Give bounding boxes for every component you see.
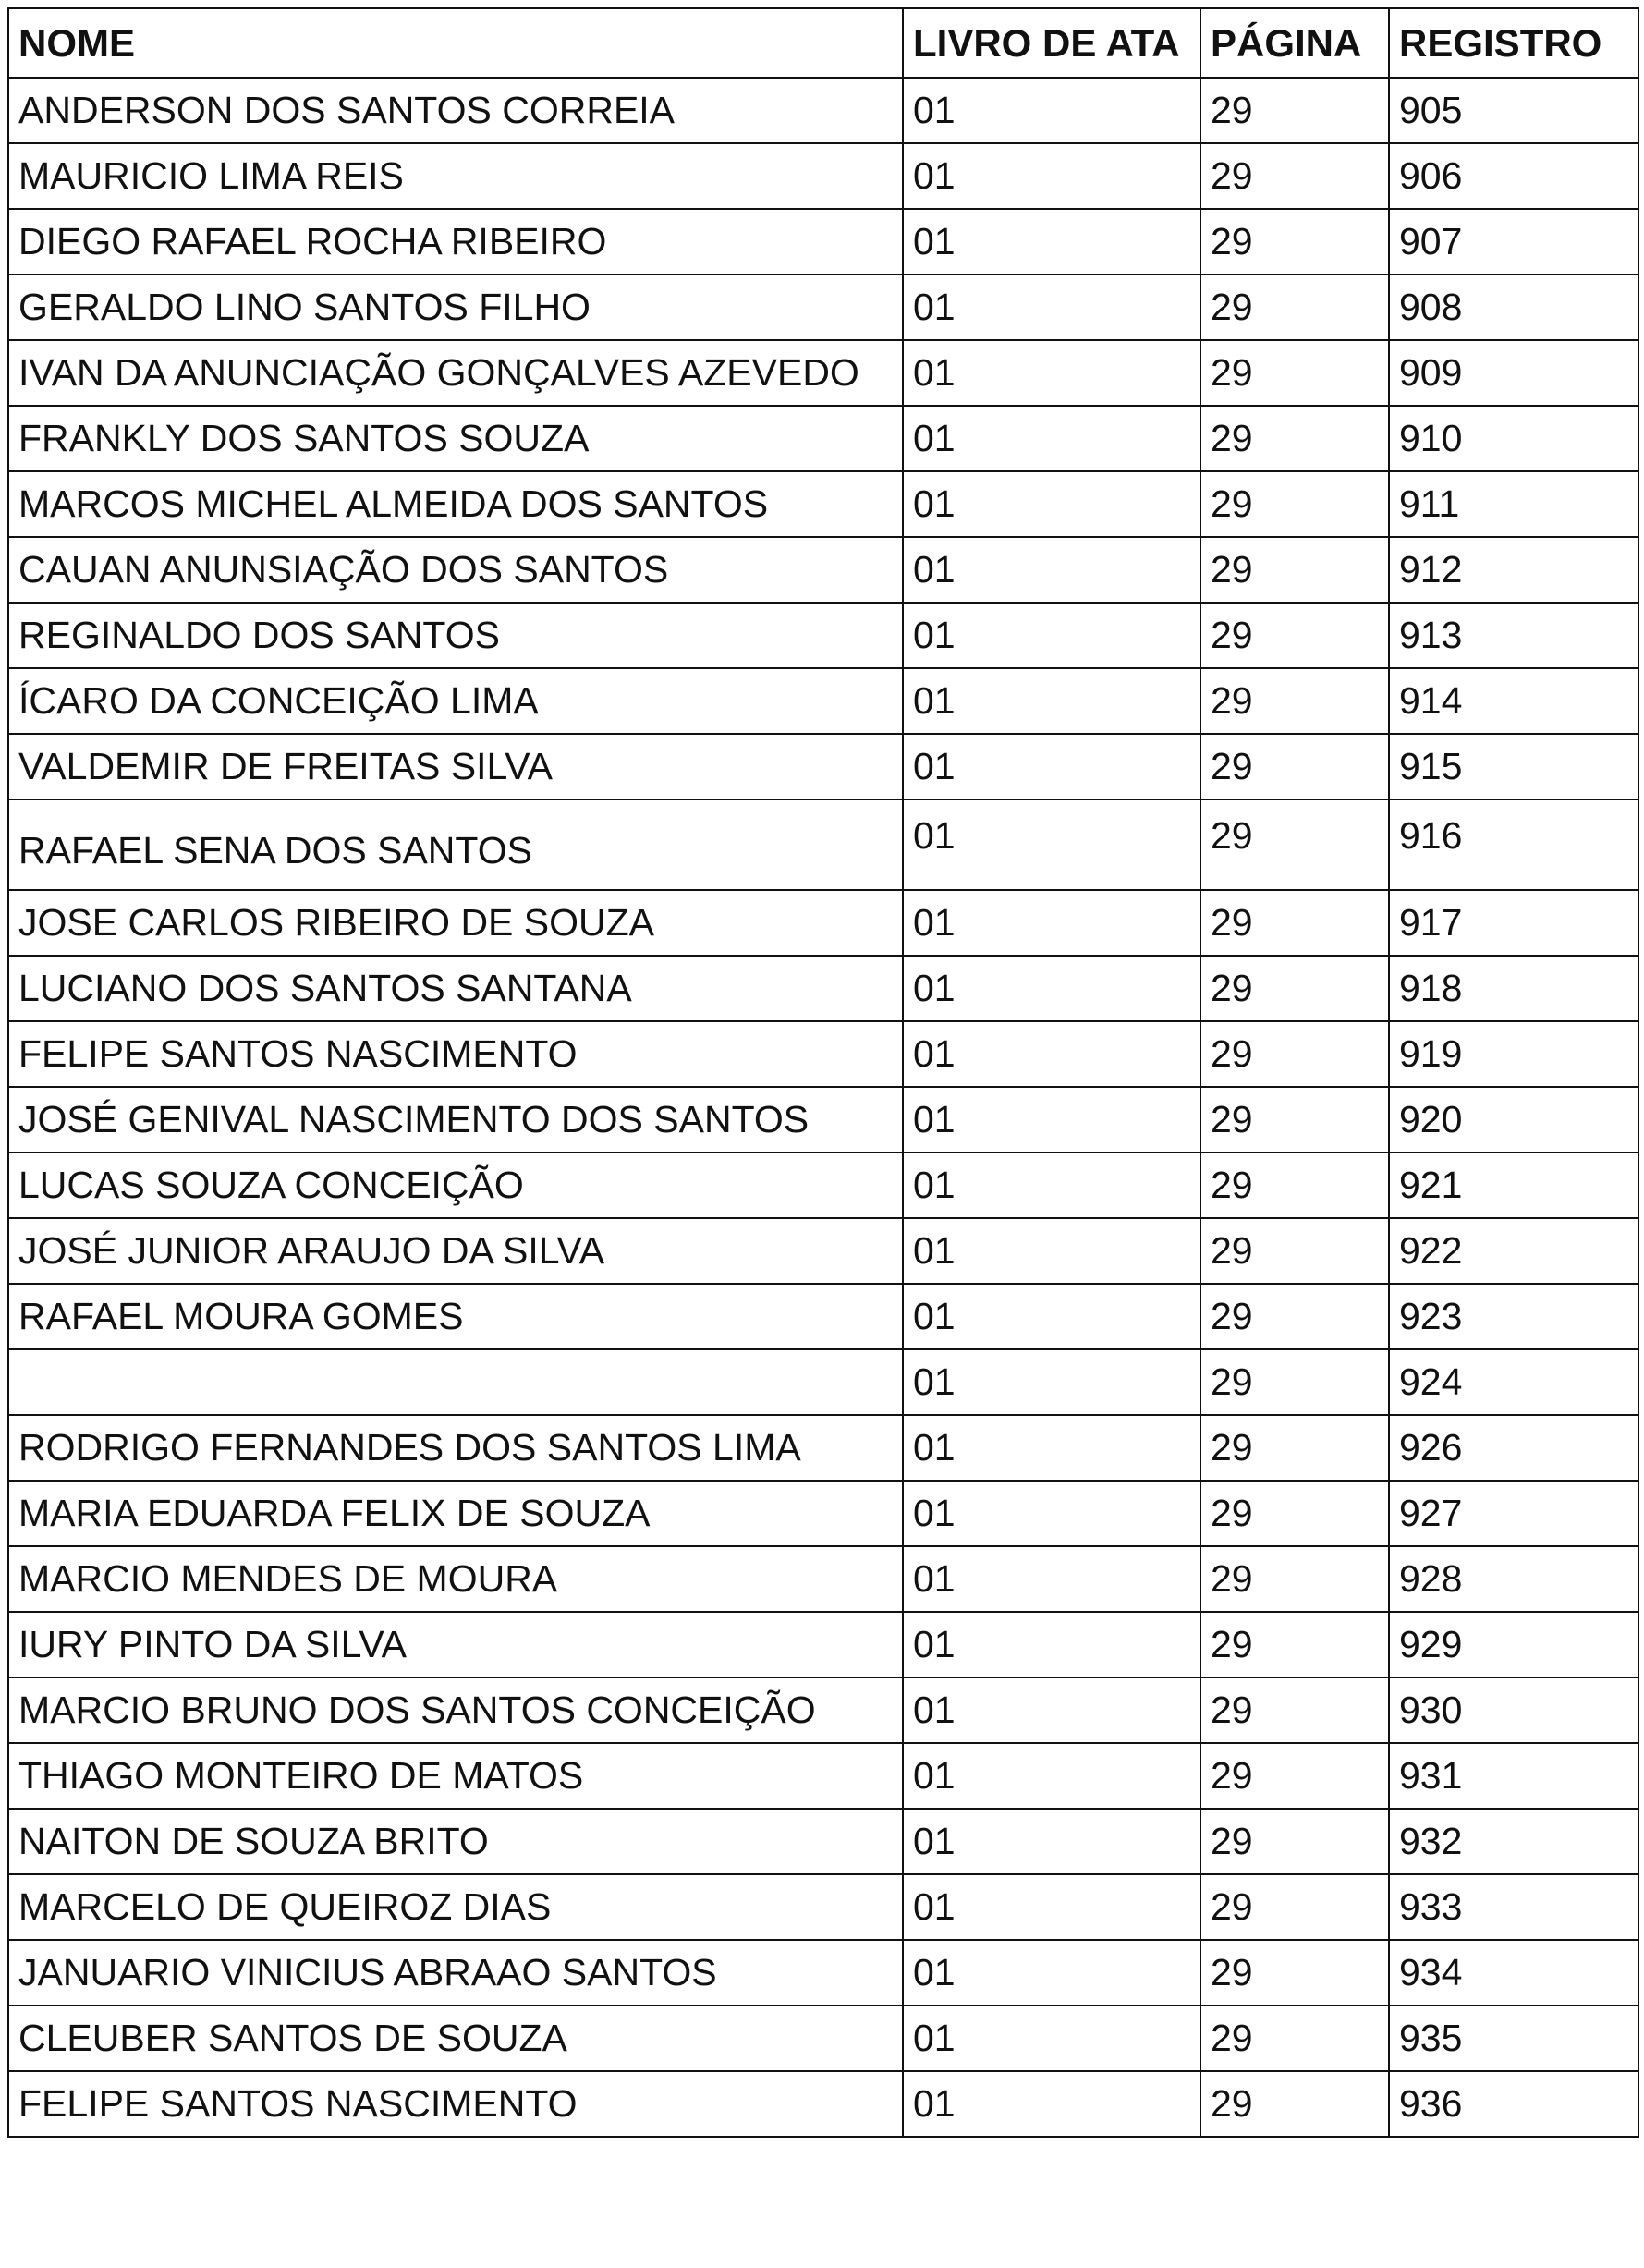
- registro-cell: 914: [1389, 668, 1638, 734]
- registro-cell: 931: [1389, 1743, 1638, 1809]
- table-row: [8, 340, 1638, 406]
- pagina-cell: 29: [1200, 734, 1389, 799]
- livro-cell: 01: [903, 1481, 1200, 1546]
- table-row: [8, 143, 1638, 209]
- registry-document: [7, 7, 1644, 2262]
- registro-cell: 915: [1389, 734, 1638, 799]
- registro-cell: 910: [1389, 406, 1638, 471]
- name-cell: JOSE CARLOS RIBEIRO DE SOUZA: [8, 890, 903, 956]
- table-row: [8, 2006, 1638, 2071]
- pagina-cell: 29: [1200, 1349, 1389, 1415]
- livro-cell: 01: [903, 734, 1200, 799]
- livro-cell: 01: [903, 78, 1200, 143]
- pagina-cell: 29: [1200, 537, 1389, 603]
- table-row: [8, 1874, 1638, 1940]
- registro-cell: 905: [1389, 78, 1638, 143]
- livro-cell: 01: [903, 2071, 1200, 2137]
- table-row: [8, 956, 1638, 1021]
- name-cell: MARCOS MICHEL ALMEIDA DOS SANTOS: [8, 471, 903, 537]
- name-cell: JOSÉ JUNIOR ARAUJO DA SILVA: [8, 1218, 903, 1284]
- pagina-cell: 29: [1200, 1021, 1389, 1087]
- registro-cell: 920: [1389, 1087, 1638, 1152]
- name-cell: NAITON DE SOUZA BRITO: [8, 1809, 903, 1874]
- name-cell: LUCIANO DOS SANTOS SANTANA: [8, 956, 903, 1021]
- livro-cell: 01: [903, 890, 1200, 956]
- pagina-cell: 29: [1200, 1087, 1389, 1152]
- name-cell: FRANKLY DOS SANTOS SOUZA: [8, 406, 903, 471]
- pagina-cell: 29: [1200, 471, 1389, 537]
- livro-cell: 01: [903, 406, 1200, 471]
- livro-cell: 01: [903, 274, 1200, 340]
- pagina-cell: 29: [1200, 956, 1389, 1021]
- name-cell: FELIPE SANTOS NASCIMENTO: [8, 1021, 903, 1087]
- pagina-cell: 29: [1200, 1218, 1389, 1284]
- livro-cell: 01: [903, 799, 1200, 890]
- livro-cell: 01: [903, 1349, 1200, 1415]
- table-row: [8, 668, 1638, 734]
- registro-cell: 906: [1389, 143, 1638, 209]
- table-row: [8, 274, 1638, 340]
- registro-cell: 923: [1389, 1284, 1638, 1349]
- name-cell: FELIPE SANTOS NASCIMENTO: [8, 2071, 903, 2137]
- name-cell: LUCAS SOUZA CONCEIÇÃO: [8, 1152, 903, 1218]
- livro-cell: 01: [903, 1546, 1200, 1612]
- registro-cell: 926: [1389, 1415, 1638, 1481]
- registro-cell: 916: [1389, 799, 1638, 890]
- pagina-cell: 29: [1200, 1415, 1389, 1481]
- registro-cell: 919: [1389, 1021, 1638, 1087]
- header-livro-de-ata: LIVRO DE ATA: [903, 8, 1200, 78]
- table-row: [8, 1218, 1638, 1284]
- table-row: [8, 537, 1638, 603]
- livro-cell: 01: [903, 1809, 1200, 1874]
- livro-cell: 01: [903, 1218, 1200, 1284]
- pagina-cell: 29: [1200, 1481, 1389, 1546]
- table-row: [8, 1087, 1638, 1152]
- name-cell: DIEGO RAFAEL ROCHA RIBEIRO: [8, 209, 903, 274]
- name-cell: JANUARIO VINICIUS ABRAAO SANTOS: [8, 1940, 903, 2006]
- table-row: [8, 890, 1638, 956]
- livro-cell: 01: [903, 537, 1200, 603]
- registro-cell: 924: [1389, 1349, 1638, 1415]
- livro-cell: 01: [903, 2006, 1200, 2071]
- pagina-cell: 29: [1200, 1743, 1389, 1809]
- livro-cell: 01: [903, 471, 1200, 537]
- pagina-cell: 29: [1200, 406, 1389, 471]
- table-row: [8, 1743, 1638, 1809]
- table-row: [8, 2071, 1638, 2137]
- livro-cell: 01: [903, 1612, 1200, 1677]
- registro-cell: 908: [1389, 274, 1638, 340]
- pagina-cell: 29: [1200, 668, 1389, 734]
- registro-cell: 917: [1389, 890, 1638, 956]
- header-pagina: PÁGINA: [1200, 8, 1389, 78]
- registry-table-body: [8, 78, 1638, 2137]
- table-row: [8, 1415, 1638, 1481]
- livro-cell: 01: [903, 668, 1200, 734]
- table-row: [8, 406, 1638, 471]
- livro-cell: 01: [903, 603, 1200, 668]
- pagina-cell: 29: [1200, 1546, 1389, 1612]
- name-cell: RAFAEL MOURA GOMES: [8, 1284, 903, 1349]
- table-row: [8, 1152, 1638, 1218]
- registro-cell: 933: [1389, 1874, 1638, 1940]
- table-row: [8, 799, 1638, 890]
- name-cell: MAURICIO LIMA REIS: [8, 143, 903, 209]
- livro-cell: 01: [903, 956, 1200, 1021]
- registro-cell: 927: [1389, 1481, 1638, 1546]
- table-row: [8, 1940, 1638, 2006]
- registro-cell: 934: [1389, 1940, 1638, 2006]
- name-cell: MARCELO DE QUEIROZ DIAS: [8, 1874, 903, 1940]
- table-row: [8, 1481, 1638, 1546]
- registro-cell: 913: [1389, 603, 1638, 668]
- name-cell: THIAGO MONTEIRO DE MATOS: [8, 1743, 903, 1809]
- livro-cell: 01: [903, 1415, 1200, 1481]
- registro-cell: 912: [1389, 537, 1638, 603]
- pagina-cell: 29: [1200, 799, 1389, 890]
- name-cell: CLEUBER SANTOS DE SOUZA: [8, 2006, 903, 2071]
- table-row: [8, 1677, 1638, 1743]
- registro-cell: 921: [1389, 1152, 1638, 1218]
- name-cell: [8, 1349, 903, 1415]
- pagina-cell: 29: [1200, 890, 1389, 956]
- registry-table: [7, 7, 1639, 2138]
- name-cell: JOSÉ GENIVAL NASCIMENTO DOS SANTOS: [8, 1087, 903, 1152]
- pagina-cell: 29: [1200, 2071, 1389, 2137]
- livro-cell: 01: [903, 1087, 1200, 1152]
- livro-cell: 01: [903, 1940, 1200, 2006]
- livro-cell: 01: [903, 209, 1200, 274]
- table-row: [8, 603, 1638, 668]
- name-cell: MARCIO MENDES DE MOURA: [8, 1546, 903, 1612]
- name-cell: RAFAEL SENA DOS SANTOS: [8, 799, 903, 890]
- registro-cell: 929: [1389, 1612, 1638, 1677]
- livro-cell: 01: [903, 1743, 1200, 1809]
- table-row: [8, 734, 1638, 799]
- pagina-cell: 29: [1200, 274, 1389, 340]
- pagina-cell: 29: [1200, 78, 1389, 143]
- header-registro: REGISTRO: [1389, 8, 1638, 78]
- table-row: [8, 1349, 1638, 1415]
- registro-cell: 922: [1389, 1218, 1638, 1284]
- table-row: [8, 471, 1638, 537]
- registro-cell: 935: [1389, 2006, 1638, 2071]
- header-nome: NOME: [8, 8, 903, 78]
- name-cell: ÍCARO DA CONCEIÇÃO LIMA: [8, 668, 903, 734]
- pagina-cell: 29: [1200, 1874, 1389, 1940]
- livro-cell: 01: [903, 340, 1200, 406]
- registro-cell: 932: [1389, 1809, 1638, 1874]
- name-cell: MARIA EDUARDA FELIX DE SOUZA: [8, 1481, 903, 1546]
- pagina-cell: 29: [1200, 1612, 1389, 1677]
- registro-cell: 930: [1389, 1677, 1638, 1743]
- name-cell: CAUAN ANUNSIAÇÃO DOS SANTOS: [8, 537, 903, 603]
- table-row: [8, 1021, 1638, 1087]
- name-cell: REGINALDO DOS SANTOS: [8, 603, 903, 668]
- name-cell: IVAN DA ANUNCIAÇÃO GONÇALVES AZEVEDO: [8, 340, 903, 406]
- table-row: [8, 78, 1638, 143]
- pagina-cell: 29: [1200, 1152, 1389, 1218]
- name-cell: GERALDO LINO SANTOS FILHO: [8, 274, 903, 340]
- table-row: [8, 209, 1638, 274]
- pagina-cell: 29: [1200, 603, 1389, 668]
- registro-cell: 936: [1389, 2071, 1638, 2137]
- livro-cell: 01: [903, 143, 1200, 209]
- name-cell: MARCIO BRUNO DOS SANTOS CONCEIÇÃO: [8, 1677, 903, 1743]
- pagina-cell: 29: [1200, 1284, 1389, 1349]
- name-cell: RODRIGO FERNANDES DOS SANTOS LIMA: [8, 1415, 903, 1481]
- name-cell: ANDERSON DOS SANTOS CORREIA: [8, 78, 903, 143]
- livro-cell: 01: [903, 1284, 1200, 1349]
- pagina-cell: 29: [1200, 2006, 1389, 2071]
- table-row: [8, 1809, 1638, 1874]
- pagina-cell: 29: [1200, 1940, 1389, 2006]
- table-row: [8, 1612, 1638, 1677]
- livro-cell: 01: [903, 1152, 1200, 1218]
- registro-cell: 909: [1389, 340, 1638, 406]
- livro-cell: 01: [903, 1677, 1200, 1743]
- name-cell: IURY PINTO DA SILVA: [8, 1612, 903, 1677]
- registro-cell: 907: [1389, 209, 1638, 274]
- pagina-cell: 29: [1200, 1809, 1389, 1874]
- table-row: [8, 1284, 1638, 1349]
- name-cell: VALDEMIR DE FREITAS SILVA: [8, 734, 903, 799]
- pagina-cell: 29: [1200, 209, 1389, 274]
- livro-cell: 01: [903, 1021, 1200, 1087]
- registro-cell: 918: [1389, 956, 1638, 1021]
- registro-cell: 911: [1389, 471, 1638, 537]
- livro-cell: 01: [903, 1874, 1200, 1940]
- pagina-cell: 29: [1200, 1677, 1389, 1743]
- pagina-cell: 29: [1200, 143, 1389, 209]
- header-row: [8, 8, 1638, 78]
- table-row: [8, 1546, 1638, 1612]
- pagina-cell: 29: [1200, 340, 1389, 406]
- registro-cell: 928: [1389, 1546, 1638, 1612]
